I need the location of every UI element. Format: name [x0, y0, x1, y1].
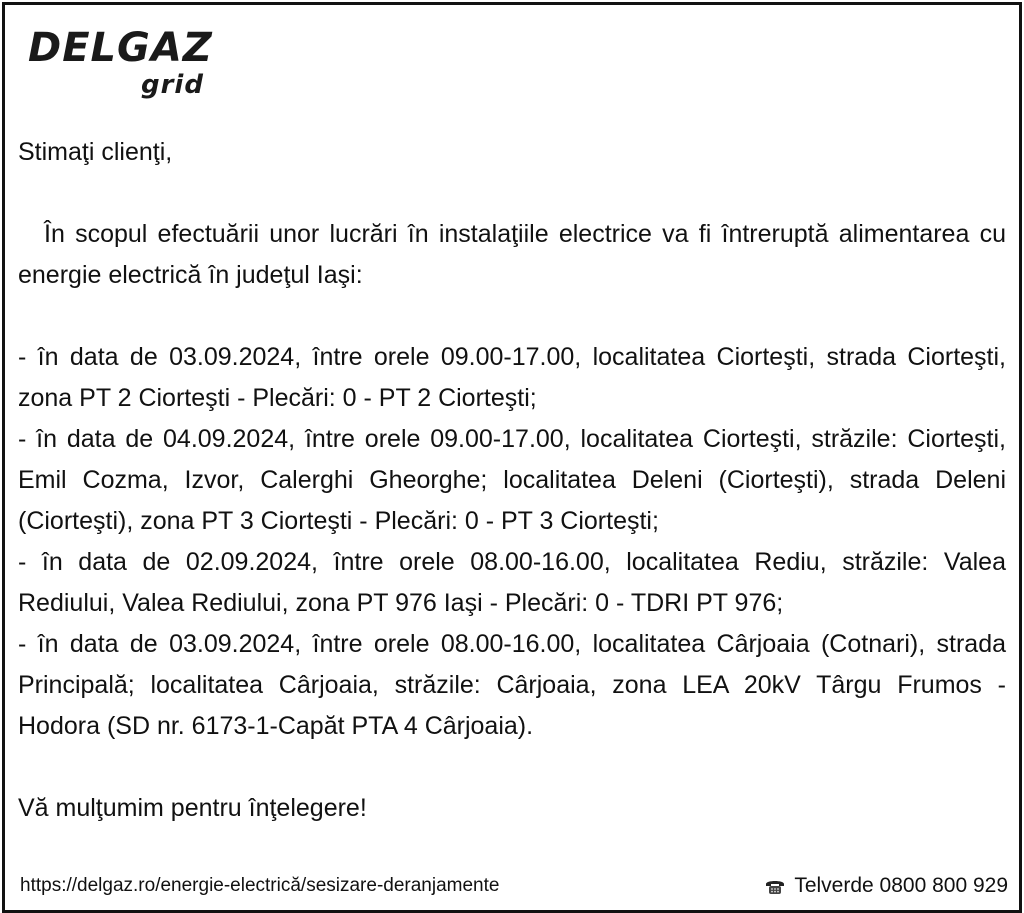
outage-item: - în data de 03.09.2024, între orele 09.00-17.00, localitatea Ciorteşti, strada Ciorteşti, zona PT 2 Ciorteşti - Plecări: 0 - PT 2 Ciorteşti;: [18, 343, 1006, 412]
notice-body: [18, 132, 1006, 829]
deranjamente-link[interactable]: https://delgaz.ro/energie-electrică/sesizare-deranjamente: [20, 875, 500, 896]
telverde-contact: [764, 874, 1008, 898]
delgaz-grid-logo: [28, 26, 228, 106]
phone-icon: [764, 877, 786, 895]
closing-line: Vă mulţumim pentru înţelegere!: [18, 794, 367, 822]
outage-item: - în data de 03.09.2024, între orele 08.00-16.00, localitatea Cârjoaia (Cotnari), strada Principală; localitatea Cârjoaia, străzile: Cârjoaia, zona LEA 20kV Târgu Frumos - Hodora (SD nr. 6173-1-Capăt PTA 4 Cârjoaia).: [18, 630, 1006, 740]
logo-sub: grid: [141, 70, 204, 100]
outage-item: - în data de 02.09.2024, între orele 08.00-16.00, localitatea Rediu, străzile: Valea Rediului, Valea Rediului, zona PT 976 Iaşi - Plecări: 0 - TDRI PT 976;: [18, 548, 1006, 617]
outage-item: - în data de 04.09.2024, între orele 09.00-17.00, localitatea Ciorteşti, străzile: Ciorteşti, Emil Cozma, Izvor, Calerghi Gheorghe; localitatea Deleni (Ciorteşti), strada Deleni (Ciorteşti), zona PT 3 Ciorteşti - Plecări: 0 - PT 3 Ciorteşti;: [18, 425, 1006, 535]
intro-paragraph: În scopul efectuării unor lucrări în instalaţiile electrice va fi întreruptă alimentarea cu energie electrică în judeţul Iaşi:: [18, 220, 1006, 289]
telverde-number: Telverde 0800 800 929: [794, 874, 1008, 897]
logo-brand: DELGAZ: [28, 25, 213, 71]
greeting: Stimaţi clienţi,: [18, 138, 173, 166]
